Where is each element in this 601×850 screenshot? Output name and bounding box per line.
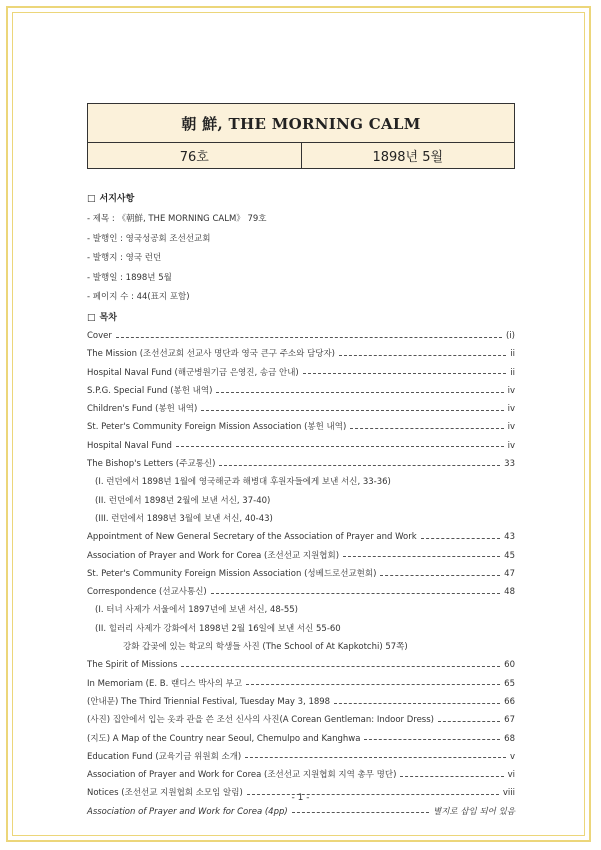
toc-entry-title: The Bishop's Letters (주교통신): [87, 459, 216, 470]
toc-entry-title: S.P.G. Special Fund (봉헌 내역): [87, 385, 213, 396]
toc-entry-title: Education Fund (교육기금 위원회 소개): [87, 751, 242, 762]
toc-entry: [87, 473, 515, 491]
toc-entry-page: vi: [507, 770, 515, 781]
toc-entry-page: 66: [504, 696, 515, 707]
toc-dot-leader: [438, 721, 500, 722]
toc-entry: [87, 748, 515, 766]
toc-entry: [87, 528, 515, 546]
toc-entry-page: 68: [504, 733, 515, 744]
toc-entry-title: Notices (조선선교 지원협회 소모임 알림): [87, 788, 243, 799]
toc-entry-title: Hospital Naval Fund: [87, 440, 172, 451]
page-number: - 1 -: [291, 793, 310, 803]
toc-entry-title: Children's Fund (봉헌 내역): [87, 404, 198, 415]
toc-entry: [87, 510, 515, 528]
toc-entry-page: v: [509, 751, 515, 762]
toc-dot-leader: [380, 575, 500, 576]
toc-entry-page: iv: [507, 422, 515, 433]
toc-entry-title: Cover: [87, 331, 112, 341]
toc-entry-page: ii: [510, 349, 515, 360]
toc-dot-leader: [245, 757, 506, 758]
toc-dot-leader: [181, 666, 500, 667]
toc-entry-title: The Mission (조선선교회 선교사 명단과 영국 큰구 주소와 담당자): [87, 349, 335, 360]
toc-dot-leader: [343, 556, 500, 557]
toc-entry-title: (II. 런던에서 1898년 2월에 보낸 서신, 37-40): [95, 495, 271, 506]
toc-entry: [87, 455, 515, 473]
toc-dot-leader: [201, 410, 503, 411]
toc-entry-title: The Spirit of Missions: [87, 660, 178, 671]
toc-entry-page: 33: [504, 459, 515, 470]
toc-entry-title: Appointment of New General Secretary of the Association of Prayer and Work: [87, 532, 417, 543]
toc-entry-page: (i): [506, 331, 515, 341]
toc-entry-page: iv: [507, 404, 515, 415]
meta-item: - 발행인 : 영국성공회 조선선교회: [87, 233, 211, 244]
toc-dot-leader: [211, 593, 500, 594]
toc-entry-title: Association of Prayer and Work for Corea (4pp): [87, 806, 288, 817]
toc-dot-leader: [334, 703, 500, 704]
issue-number: 76호: [88, 143, 302, 168]
toc-entry: [87, 364, 515, 382]
toc-entry-title: Association of Prayer and Work for Corea (조선선교 지원협회): [87, 550, 340, 561]
toc-entry-title: (사진) 집안에서 입는 옷과 관을 쓴 조선 신사의 사진(A Corean Gentleman: Indoor Dress): [87, 715, 434, 726]
meta-item: - 발행지 : 영국 런던: [87, 253, 162, 263]
toc-dot-leader: [339, 355, 506, 356]
toc-entry-title: Association of Prayer and Work for Corea (조선선교 지원협회 지역 총무 명단): [87, 770, 397, 781]
toc-dot-leader: [421, 538, 501, 539]
toc-entry-page: 67: [504, 715, 515, 726]
toc-entry: [87, 693, 515, 711]
checkbox-icon: □: [87, 194, 96, 204]
toc-entry-page: 45: [504, 550, 515, 561]
issue-date: 1898년 5월: [372, 150, 444, 165]
toc-heading-label: 목차: [99, 313, 117, 323]
toc-entry-title: Correspondence (선교사통신): [87, 587, 207, 598]
toc-dot-leader: [350, 428, 503, 429]
toc-entry: [87, 583, 515, 601]
bibliographic-info: [87, 210, 267, 308]
toc-entry: [87, 803, 515, 821]
toc-entry-page: ii: [510, 367, 515, 378]
toc-entry-title: (II. 힐러리 사제가 강화에서 1898년 2월 16일에 보낸 서신 55-60: [95, 623, 341, 634]
toc-dot-leader: [176, 446, 504, 447]
meta-item: - 제목 : 《朝鮮, THE MORNING CALM》 79호: [87, 214, 267, 224]
toc-entry: [87, 327, 515, 345]
document-title: 朝 鮮, THE MORNING CALM: [88, 104, 514, 143]
toc-dot-leader: [219, 465, 500, 466]
toc-entry-page: 43: [504, 532, 515, 543]
toc-entry: [87, 601, 515, 619]
meta-heading: [87, 191, 134, 204]
toc-entry-title: 강화 갑곶에 있는 학교의 학생들 사진 (The School of At Kapkotchi) 57쪽): [123, 642, 408, 653]
toc-entry: [87, 382, 515, 400]
toc-entry-title: St. Peter's Community Foreign Mission Association (성베드로선교현회): [87, 568, 377, 579]
toc-dot-leader: [216, 392, 503, 393]
toc-entry-title: (I. 런던에서 1898년 1월에 영국해군과 해병대 후원자들에게 보낸 서신, 33-36): [95, 477, 391, 488]
toc-entry-page: viii: [502, 788, 515, 799]
toc-entry-title: (III. 런던에서 1898년 3월에 보낸 서신, 40-43): [95, 513, 273, 524]
toc-entry-page: 별지로 삽입 되어 있음: [432, 806, 515, 817]
toc-dot-leader: [400, 776, 503, 777]
toc-entry: [87, 418, 515, 436]
toc-entry: [87, 638, 515, 656]
toc-entry-title: (지도) A Map of the Country near Seoul, Chemulpo and Kanghwa: [87, 733, 361, 744]
toc-entry-page: 60: [504, 660, 515, 671]
toc-entry-title: Hospital Naval Fund (해군병원기금 은영진, 송금 안내): [87, 367, 299, 378]
toc-dot-leader: [364, 739, 500, 740]
toc-entry-page: iv: [507, 385, 515, 396]
toc-entry-page: 65: [504, 678, 515, 689]
toc-dot-leader: [303, 373, 507, 374]
toc-entry-title: (안내문) The Third Triennial Festival, Tuesday May 3, 1898: [87, 696, 331, 707]
meta-item: - 발행일 : 1898년 5월: [87, 272, 172, 283]
toc-entry: [87, 620, 515, 638]
toc-entry-page: iv: [507, 440, 515, 451]
toc-entry: [87, 400, 515, 418]
toc-dot-leader: [246, 684, 500, 685]
toc-dot-leader: [116, 337, 502, 338]
toc-heading: [87, 310, 117, 323]
title-box: [87, 103, 515, 169]
toc-entry-title: St. Peter's Community Foreign Mission Association (봉헌 내역): [87, 422, 347, 433]
toc-entry: [87, 565, 515, 583]
toc-entry: [87, 766, 515, 784]
toc-dot-leader: [292, 812, 429, 813]
table-of-contents: [87, 327, 515, 821]
toc-entry: [87, 437, 515, 455]
toc-entry: [87, 711, 515, 729]
toc-entry: [87, 730, 515, 748]
meta-item: - 페이지 수 : 44(표지 포함): [87, 292, 190, 302]
meta-heading-label: 서지사항: [99, 194, 135, 204]
toc-entry: [87, 656, 515, 674]
toc-entry-title: In Memoriam (E. B. 랜디스 박사의 부고: [87, 678, 243, 689]
toc-entry: [87, 547, 515, 565]
toc-entry-page: 48: [504, 587, 515, 598]
toc-entry: [87, 492, 515, 510]
toc-entry-title: (I. 터너 사제가 서울에서 1897년에 보낸 서신, 48-55): [95, 605, 298, 616]
toc-entry-page: 47: [504, 568, 515, 579]
toc-entry: [87, 675, 515, 693]
checkbox-icon: □: [87, 313, 96, 323]
issue-date-row: [88, 143, 514, 168]
toc-entry: [87, 345, 515, 363]
